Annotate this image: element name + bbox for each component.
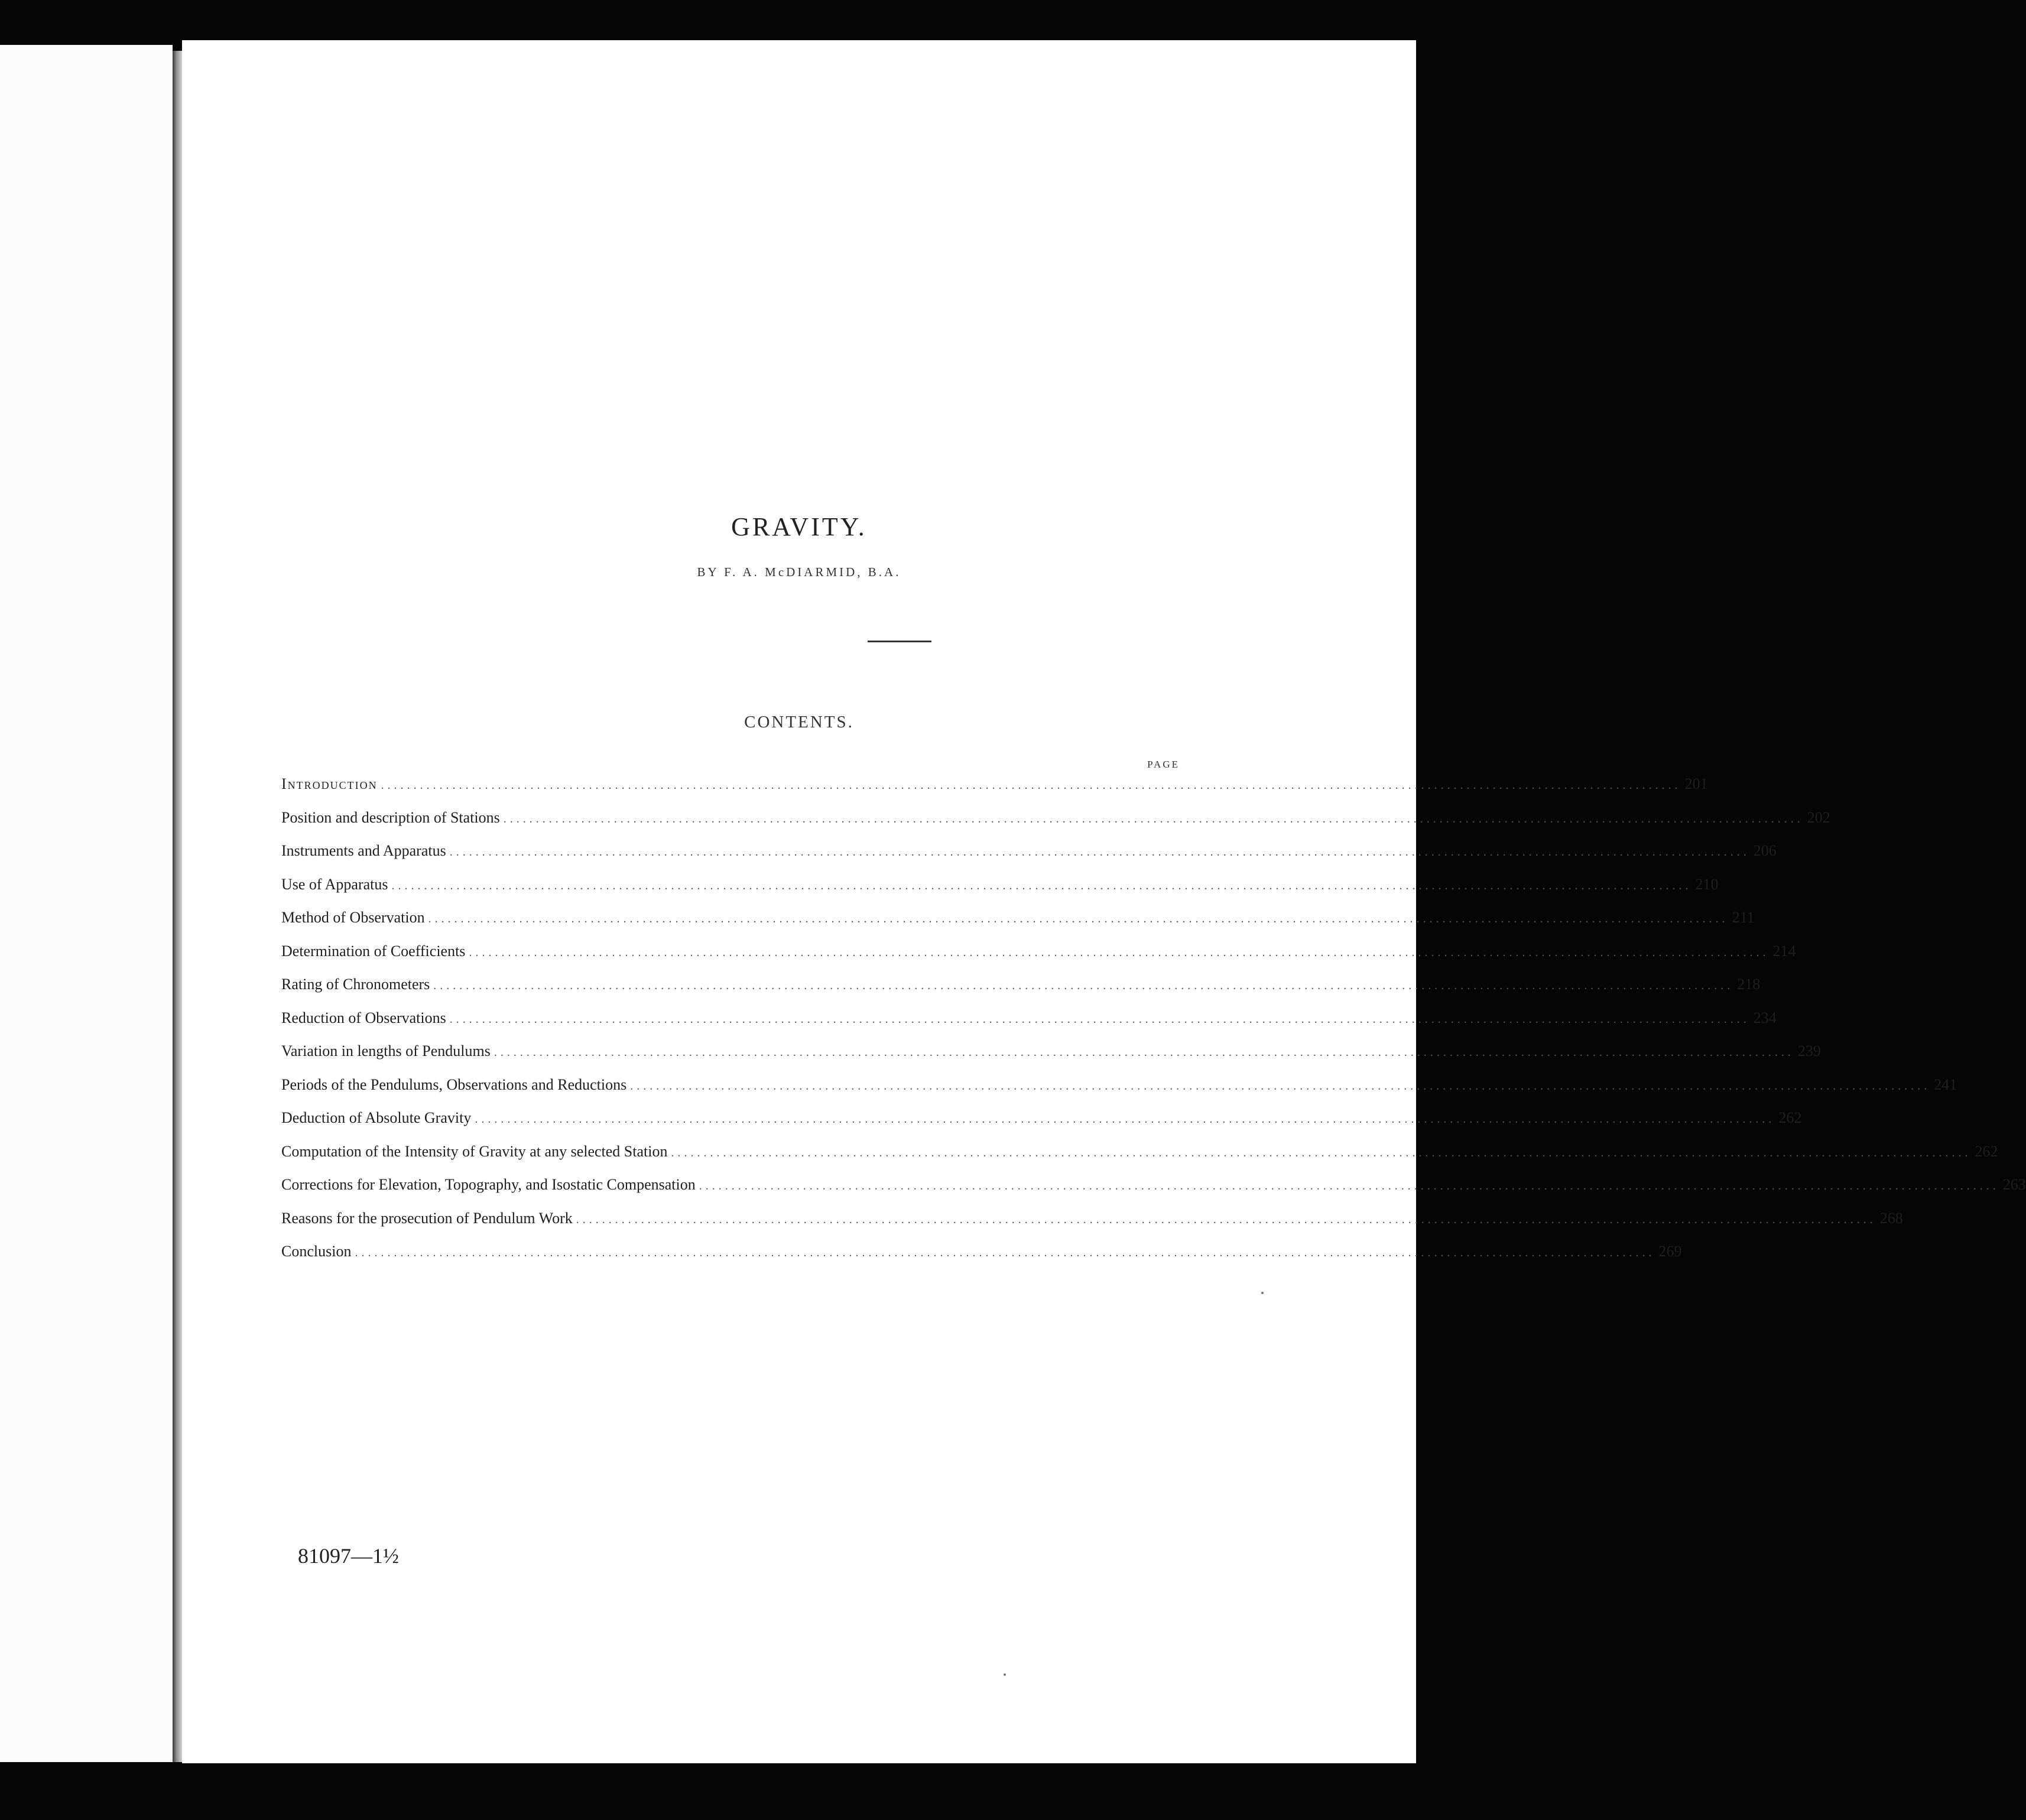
- toc-entry-page: 218: [1737, 976, 1761, 993]
- toc-entry-label: Determination of Coefficients: [281, 942, 466, 960]
- toc-entry-label: Corrections for Elevation, Topography, and Isostatic Compensation: [281, 1176, 696, 1193]
- left-page: [0, 45, 173, 1762]
- dot-leader: ........................................................................................................................................................................................................: [469, 945, 1769, 959]
- toc-entry: [281, 909, 1755, 942]
- toc-entry: [281, 942, 1796, 976]
- toc-entry-label: Introduction: [281, 775, 378, 792]
- toc-entry: [281, 808, 1830, 843]
- dot-leader: ........................................................................................................................................................................................................: [433, 979, 1734, 992]
- toc-entry: [281, 1142, 1998, 1176]
- toc-entry-page: 262: [1778, 1109, 1802, 1126]
- dot-leader: ........................................................................................................................................................................................................: [576, 1213, 1876, 1226]
- signature-mark: 81097—1½: [298, 1544, 399, 1568]
- toc-entry-label: Position and description of Stations: [281, 808, 500, 826]
- toc-entry-label: Rating of Chronometers: [281, 976, 430, 993]
- paper-speck: [1004, 1673, 1006, 1676]
- toc-entry-label: Computation of the Intensity of Gravity at any selected Station: [281, 1142, 668, 1160]
- toc-entry-label: Periods of the Pendulums, Observations and Reductions: [281, 1075, 627, 1093]
- toc-entry-page: 211: [1732, 909, 1755, 926]
- toc-entry: [281, 1042, 1821, 1076]
- toc-entry-label: Use of Apparatus: [281, 875, 388, 893]
- dot-leader: ........................................................................................................................................................................................................: [699, 1179, 1999, 1192]
- page-column-heading: PAGE: [1147, 759, 1180, 770]
- dot-leader: ........................................................................................................................................................................................................: [381, 779, 1681, 792]
- dot-leader: ........................................................................................................................................................................................................: [503, 812, 1804, 826]
- toc-entry-page: 214: [1772, 942, 1796, 960]
- toc-entry-page: 263: [2002, 1176, 2026, 1193]
- paper-speck: [1261, 1292, 1264, 1294]
- author-byline: BY F. A. McDIARMID, B.A.: [697, 565, 901, 579]
- toc-entry-page: 268: [1879, 1209, 1903, 1227]
- toc-entry-page: 241: [1934, 1075, 1957, 1093]
- dot-leader: ........................................................................................................................................................................................................: [449, 1012, 1750, 1026]
- dot-leader: ........................................................................................................................................................................................................: [671, 1146, 1972, 1159]
- toc-entry: [281, 1009, 1777, 1043]
- toc-entry-page: 262: [1975, 1142, 1998, 1160]
- toc-entry: [281, 1209, 1903, 1243]
- toc-entry: [281, 1075, 1957, 1110]
- toc-entry-page: 210: [1695, 875, 1719, 893]
- contents-heading: CONTENTS.: [744, 713, 854, 732]
- toc-entry-page: 239: [1797, 1042, 1821, 1060]
- dot-leader: ........................................................................................................................................................................................................: [475, 1113, 1775, 1126]
- toc-entry-label: Reduction of Observations: [281, 1009, 446, 1026]
- toc-entry-page: 234: [1753, 1009, 1777, 1026]
- toc-entry: [281, 1243, 1682, 1276]
- toc-entry: [281, 775, 1708, 809]
- toc-entry: [281, 976, 1761, 1009]
- toc-entry: [281, 1176, 2026, 1210]
- dot-leader: ........................................................................................................................................................................................................: [391, 879, 1692, 892]
- toc-entry: [281, 875, 1719, 909]
- dot-leader: ........................................................................................................................................................................................................: [630, 1079, 1931, 1093]
- dot-leader: ........................................................................................................................................................................................................: [493, 1046, 1794, 1059]
- toc-entry-page: 206: [1753, 842, 1777, 859]
- toc-entry-label: Reasons for the prosecution of Pendulum Work: [281, 1209, 573, 1227]
- toc-entry: [281, 1109, 1802, 1143]
- toc-entry-page: 202: [1807, 808, 1830, 826]
- table-of-contents: [281, 775, 2026, 1276]
- book-gutter: [173, 51, 182, 1762]
- toc-entry-label: Variation in lengths of Pendulums: [281, 1042, 491, 1060]
- dot-leader: ........................................................................................................................................................................................................: [428, 912, 1729, 925]
- toc-entry-label: Conclusion: [281, 1243, 352, 1260]
- toc-entry-label: Deduction of Absolute Gravity: [281, 1109, 472, 1126]
- page-title: GRAVITY.: [731, 512, 867, 541]
- toc-entry-page: 269: [1658, 1243, 1682, 1260]
- dot-leader: ........................................................................................................................................................................................................: [449, 846, 1750, 859]
- right-page: [182, 40, 2026, 1763]
- title-divider: [868, 641, 931, 642]
- toc-entry: [281, 842, 1777, 876]
- toc-entry-label: Method of Observation: [281, 909, 425, 926]
- toc-entry-label: Instruments and Apparatus: [281, 842, 446, 859]
- dot-leader: ........................................................................................................................................................................................................: [355, 1246, 1655, 1259]
- toc-entry-page: 201: [1684, 775, 1708, 792]
